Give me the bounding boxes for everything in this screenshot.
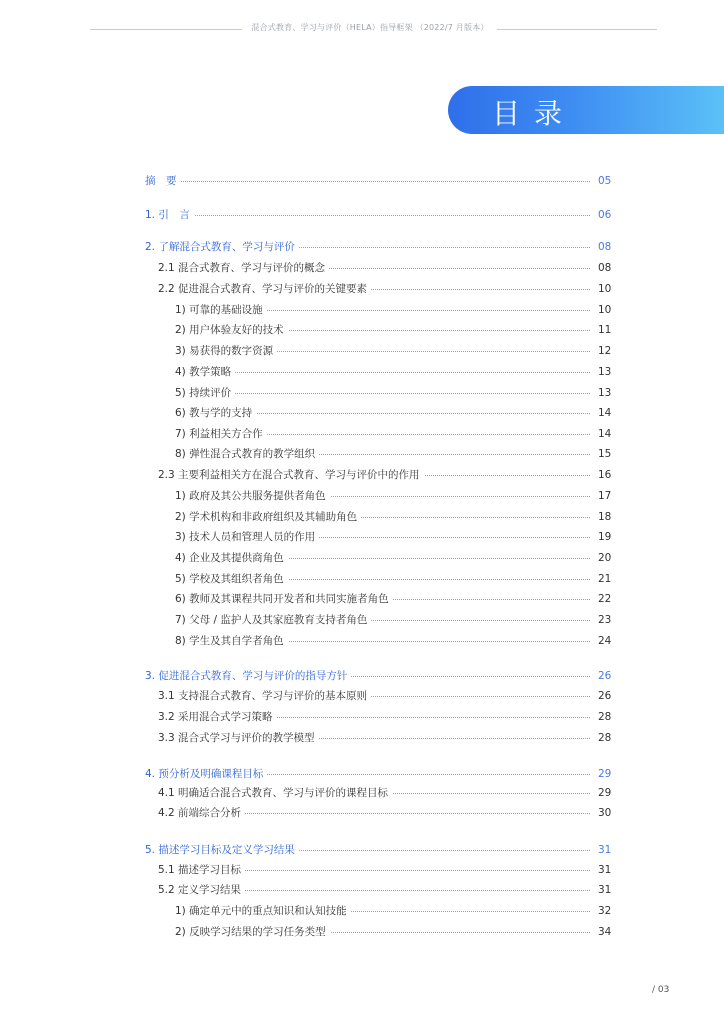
toc-entry-label: 4.2 前端综合分析 bbox=[158, 805, 245, 821]
toc-entry-page: 13 bbox=[598, 387, 612, 399]
toc-entry[interactable] bbox=[0, 260, 724, 276]
toc-entry[interactable] bbox=[0, 446, 724, 462]
toc-entry[interactable] bbox=[0, 385, 724, 401]
toc-leader-dots bbox=[175, 393, 590, 394]
toc-entry[interactable] bbox=[0, 591, 724, 607]
toc-entry-label: 2.2 促进混合式教育、学习与评价的关键要素 bbox=[158, 281, 371, 297]
toc-entry-page: 10 bbox=[598, 283, 612, 295]
toc-entry[interactable] bbox=[0, 842, 724, 858]
toc-entry-label: 3. 促进混合式教育、学习与评价的指导方针 bbox=[145, 668, 351, 684]
toc-entry-label: 1) 政府及其公共服务提供者角色 bbox=[175, 488, 330, 504]
toc-entry-page: 30 bbox=[598, 807, 612, 819]
toc-entry[interactable] bbox=[0, 364, 724, 380]
toc-entry-page: 31 bbox=[598, 844, 612, 856]
toc-entry-label: 摘 要 bbox=[145, 173, 181, 189]
toc-entry-page: 14 bbox=[598, 407, 612, 419]
toc-entry[interactable] bbox=[0, 805, 724, 821]
header-rule-left bbox=[90, 29, 242, 30]
toc-entry[interactable] bbox=[0, 173, 724, 189]
toc-entry-page: 11 bbox=[598, 324, 612, 336]
toc-entry-label: 2. 了解混合式教育、学习与评价 bbox=[145, 239, 299, 255]
toc-entry-page: 20 bbox=[598, 552, 612, 564]
toc-entry[interactable] bbox=[0, 281, 724, 297]
toc-entry-page: 16 bbox=[598, 469, 612, 481]
toc-entry-page: 15 bbox=[598, 448, 612, 460]
toc-entry[interactable] bbox=[0, 426, 724, 442]
toc-entry[interactable] bbox=[0, 343, 724, 359]
toc-entry[interactable] bbox=[0, 405, 724, 421]
toc-entry-label: 3.1 支持混合式教育、学习与评价的基本原则 bbox=[158, 688, 371, 704]
toc-entry[interactable] bbox=[0, 488, 724, 504]
toc-entry-label: 4.1 明确适合混合式教育、学习与评价的课程目标 bbox=[158, 785, 392, 801]
toc-entry-page: 17 bbox=[598, 490, 612, 502]
toc-entry-label: 2) 学术机构和非政府组织及其辅助角色 bbox=[175, 509, 361, 525]
toc-entry-label: 8) 学生及其自学者角色 bbox=[175, 633, 288, 649]
toc-entry-label: 6) 教师及其课程共同开发者和共同实施者角色 bbox=[175, 591, 393, 607]
toc-entry[interactable] bbox=[0, 688, 724, 704]
toc-entry-page: 34 bbox=[598, 926, 612, 938]
toc-leader-dots bbox=[145, 181, 590, 182]
toc-entry[interactable] bbox=[0, 509, 724, 525]
toc-entry-label: 4) 教学策略 bbox=[175, 364, 235, 380]
toc-entry-label: 1) 可靠的基础设施 bbox=[175, 302, 267, 318]
toc-leader-dots bbox=[175, 372, 590, 373]
toc-entry-page: 24 bbox=[598, 635, 612, 647]
toc-entry-page: 12 bbox=[598, 345, 612, 357]
toc-entry[interactable] bbox=[0, 302, 724, 318]
toc-entry-label: 2) 用户体验友好的技术 bbox=[175, 322, 288, 338]
toc-entry-page: 28 bbox=[598, 711, 612, 723]
toc-entry[interactable] bbox=[0, 239, 724, 255]
toc-entry-label: 5. 描述学习目标及定义学习结果 bbox=[145, 842, 299, 858]
toc-entry-page: 29 bbox=[598, 768, 612, 780]
toc-entry-label: 5.1 描述学习目标 bbox=[158, 862, 245, 878]
toc-entry[interactable] bbox=[0, 322, 724, 338]
toc-entry-label: 5) 学校及其组织者角色 bbox=[175, 571, 288, 587]
toc-leader-dots bbox=[145, 215, 590, 216]
toc-entry-page: 19 bbox=[598, 531, 612, 543]
toc-entry[interactable] bbox=[0, 207, 724, 223]
toc-entry-page: 06 bbox=[598, 209, 612, 221]
toc-entry-page: 13 bbox=[598, 366, 612, 378]
toc-entry-label: 2.3 主要利益相关方在混合式教育、学习与评价中的作用 bbox=[158, 467, 424, 483]
toc-entry[interactable] bbox=[0, 550, 724, 566]
toc-entry-label: 2) 反映学习结果的学习任务类型 bbox=[175, 924, 330, 940]
toc-entry-label: 4. 预分析及明确课程目标 bbox=[145, 766, 267, 782]
toc-entry-page: 23 bbox=[598, 614, 612, 626]
toc-entry-label: 7) 父母 / 监护人及其家庭教育支持者角色 bbox=[175, 612, 371, 628]
toc-entry[interactable] bbox=[0, 730, 724, 746]
toc-entry-label: 1) 确定单元中的重点知识和认知技能 bbox=[175, 903, 351, 919]
toc-entry[interactable] bbox=[0, 529, 724, 545]
toc-entry[interactable] bbox=[0, 633, 724, 649]
toc-entry-page: 22 bbox=[598, 593, 612, 605]
toc-entry-page: 14 bbox=[598, 428, 612, 440]
toc-entry[interactable] bbox=[0, 766, 724, 782]
header-rule-right bbox=[497, 29, 657, 30]
toc-entry[interactable] bbox=[0, 882, 724, 898]
toc-entry-page: 31 bbox=[598, 864, 612, 876]
toc-entry-label: 3.3 混合式学习与评价的教学模型 bbox=[158, 730, 319, 746]
toc-entry-page: 26 bbox=[598, 670, 612, 682]
toc-entry-label: 5.2 定义学习结果 bbox=[158, 882, 245, 898]
toc-entry-label: 3) 技术人员和管理人员的作用 bbox=[175, 529, 319, 545]
toc-entry[interactable] bbox=[0, 924, 724, 940]
toc-entry[interactable] bbox=[0, 571, 724, 587]
toc-entry[interactable] bbox=[0, 903, 724, 919]
toc-entry-page: 08 bbox=[598, 262, 612, 274]
toc-entry-label: 7) 利益相关方合作 bbox=[175, 426, 267, 442]
toc-entry[interactable] bbox=[0, 668, 724, 684]
toc-entry[interactable] bbox=[0, 467, 724, 483]
toc-entry[interactable] bbox=[0, 785, 724, 801]
toc-title-banner bbox=[448, 86, 724, 134]
toc-entry-label: 8) 弹性混合式教育的教学组织 bbox=[175, 446, 319, 462]
toc-entry-page: 21 bbox=[598, 573, 612, 585]
toc-entry-page: 28 bbox=[598, 732, 612, 744]
toc-entry[interactable] bbox=[0, 709, 724, 725]
toc-title: 目录 bbox=[492, 97, 577, 130]
page-number: / 03 bbox=[652, 985, 670, 995]
running-header bbox=[0, 22, 724, 36]
toc-entry-label: 6) 教与学的支持 bbox=[175, 405, 256, 421]
toc-entry[interactable] bbox=[0, 612, 724, 628]
toc-entry-page: 29 bbox=[598, 787, 612, 799]
toc-entry-page: 31 bbox=[598, 884, 612, 896]
toc-entry-page: 08 bbox=[598, 241, 612, 253]
toc-entry[interactable] bbox=[0, 862, 724, 878]
toc-entry-label: 3) 易获得的数字资源 bbox=[175, 343, 277, 359]
header-title: 混合式教育、学习与评价（HELA）指导框架 （2022/7 月版本） bbox=[251, 23, 489, 32]
toc-entry-label: 4) 企业及其提供商角色 bbox=[175, 550, 288, 566]
toc-entry-label: 2.1 混合式教育、学习与评价的概念 bbox=[158, 260, 329, 276]
toc-entry-page: 05 bbox=[598, 175, 612, 187]
toc-entry-page: 18 bbox=[598, 511, 612, 523]
toc-entry-page: 10 bbox=[598, 304, 612, 316]
toc-entry-label: 1. 引 言 bbox=[145, 207, 194, 223]
toc-entry-label: 5) 持续评价 bbox=[175, 385, 235, 401]
toc-entry-page: 26 bbox=[598, 690, 612, 702]
toc-entry-label: 3.2 采用混合式学习策略 bbox=[158, 709, 277, 725]
toc-entry-page: 32 bbox=[598, 905, 612, 917]
